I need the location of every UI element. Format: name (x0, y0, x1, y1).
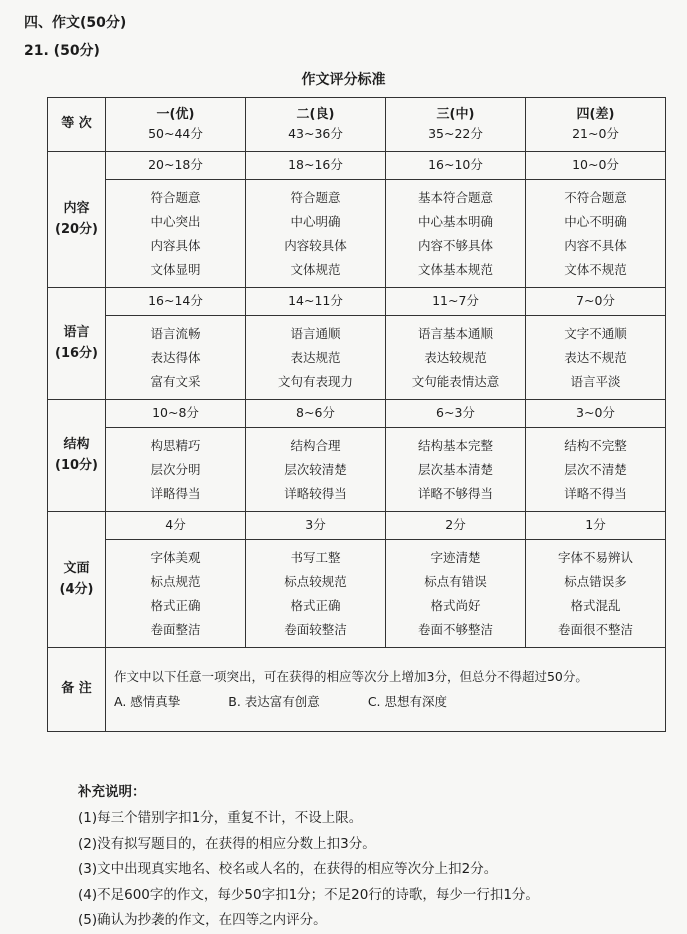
criterion: 内容不够具体 (417, 237, 493, 253)
criterion: 中心明确 (290, 213, 341, 229)
score-cell: 6~3分 (386, 400, 526, 428)
criteria-row (48, 180, 666, 288)
criterion: 标点有错误 (424, 573, 487, 589)
table-title: 作文评分标准 (301, 72, 386, 88)
level-range: 35~22分 (428, 125, 483, 141)
criterion: 层次不清楚 (564, 461, 627, 477)
criterion: 字体不易辨认 (557, 549, 633, 565)
criteria-cell (246, 180, 386, 288)
criteria-cell (526, 540, 666, 648)
category-label-cell (48, 288, 106, 400)
note-options (114, 691, 657, 713)
category-points: (10分) (55, 457, 98, 473)
criteria-cell (386, 540, 526, 648)
category-points: (4分) (59, 581, 94, 597)
criterion: 卷面不够整洁 (417, 621, 493, 637)
criteria-row (48, 316, 666, 400)
category-label: 文面 (63, 560, 90, 576)
criteria-row (48, 540, 666, 648)
score-cell: 20~18分 (106, 152, 246, 180)
criterion: 语言基本通顺 (417, 325, 493, 341)
section-title: 四、作文(50分) (24, 15, 127, 31)
score-row (48, 152, 666, 180)
criteria-cell (106, 316, 246, 400)
note-cell (106, 648, 666, 732)
criterion: 内容具体 (150, 237, 201, 253)
criteria-cell (106, 540, 246, 648)
criterion: 语言流畅 (150, 325, 201, 341)
criterion: 结构不完整 (564, 437, 627, 453)
criteria-cell (106, 428, 246, 512)
score-cell: 11~7分 (386, 288, 526, 316)
criterion: 文体不规范 (564, 261, 627, 277)
score-row (48, 400, 666, 428)
criterion: 格式正确 (290, 597, 341, 613)
note-option: A. 感情真挚 (114, 694, 181, 709)
score-cell: 3分 (246, 512, 386, 540)
supplement-item: (1)每三个错别字扣1分，重复不计，不设上限。 (78, 810, 363, 826)
category-label: 结构 (63, 436, 90, 452)
criterion: 格式尚好 (430, 597, 481, 613)
score-cell: 14~11分 (246, 288, 386, 316)
criterion: 标点较规范 (284, 573, 347, 589)
criterion: 富有文采 (150, 373, 201, 389)
criteria-cell (386, 428, 526, 512)
criteria-cell (246, 428, 386, 512)
score-cell: 1分 (526, 512, 666, 540)
note-option: B. 表达富有创意 (228, 694, 320, 709)
supplement-item: (2)没有拟写题目的，在获得的相应分数上扣3分。 (78, 835, 376, 852)
supplement-item: (5)确认为抄袭的作文，在四等之内评分。 (78, 912, 327, 928)
supplement-item: (3)文中出现真实地名、校名或人名的，在获得的相应等次分上扣2分。 (78, 861, 498, 877)
rank-label: 等 次 (48, 98, 106, 152)
category-label-cell (48, 400, 106, 512)
criteria-cell (246, 316, 386, 400)
criterion: 详略不够得当 (417, 485, 493, 501)
score-cell: 16~14分 (106, 288, 246, 316)
criterion: 文字不通顺 (564, 325, 627, 341)
level-range: 43~36分 (288, 125, 343, 141)
criterion: 详略得当 (150, 485, 201, 501)
criterion: 语言平淡 (570, 373, 621, 389)
criteria-row (48, 428, 666, 512)
score-cell: 2分 (386, 512, 526, 540)
note-label: 备 注 (48, 648, 106, 732)
level-name: 四(差) (576, 106, 615, 122)
rank-header-row (48, 98, 666, 152)
criterion: 符合题意 (290, 189, 341, 205)
score-cell: 10~0分 (526, 152, 666, 180)
level-name: 一(优) (156, 106, 195, 122)
criterion: 文句有表现力 (277, 373, 353, 389)
criterion: 详略不得当 (564, 485, 627, 501)
score-cell: 4分 (106, 512, 246, 540)
level-header (246, 98, 386, 152)
criterion: 格式正确 (150, 597, 201, 613)
criterion: 层次分明 (150, 461, 201, 477)
level-name: 三(中) (436, 106, 475, 122)
criterion: 表达得体 (150, 349, 201, 365)
criterion: 详略较得当 (284, 485, 347, 501)
criterion: 标点错误多 (564, 573, 627, 589)
score-cell: 8~6分 (246, 400, 386, 428)
criteria-cell (526, 180, 666, 288)
question-title: 21. (50分) (24, 43, 100, 59)
criteria-cell (106, 180, 246, 288)
criterion: 文句能表情达意 (411, 373, 500, 389)
category-label: 语言 (63, 324, 90, 340)
criterion: 不符合题意 (564, 189, 627, 205)
criteria-cell (526, 428, 666, 512)
criterion: 卷面很不整洁 (557, 621, 633, 637)
criterion: 标点规范 (150, 573, 201, 589)
criterion: 字迹清楚 (430, 549, 481, 565)
score-row (48, 288, 666, 316)
criterion: 文体基本规范 (417, 261, 493, 277)
criterion: 层次基本清楚 (417, 461, 493, 477)
criterion: 构思精巧 (150, 437, 201, 453)
note-option: C. 思想有深度 (367, 694, 447, 709)
score-row (48, 512, 666, 540)
criteria-cell (386, 180, 526, 288)
criteria-cell (526, 316, 666, 400)
criterion: 卷面较整洁 (284, 621, 347, 637)
criteria-cell (246, 540, 386, 648)
criterion: 表达较规范 (424, 349, 487, 365)
supplement-item: (4)不足600字的作文，每少50字扣1分；不足20行的诗歌，每少一行扣1分。 (78, 886, 539, 903)
score-cell: 18~16分 (246, 152, 386, 180)
criterion: 卷面整洁 (150, 621, 201, 637)
criterion: 格式混乱 (570, 597, 621, 613)
criterion: 中心不明确 (564, 213, 627, 229)
note-text: 作文中以下任意一项突出，可在获得的相应等次分上增加3分，但总分不得超过50分。 (114, 669, 588, 684)
category-label-cell (48, 152, 106, 288)
supplement-title: 补充说明： (78, 784, 146, 800)
level-header (526, 98, 666, 152)
scoring-rubric-table (47, 97, 666, 732)
criterion: 层次较清楚 (284, 461, 347, 477)
criterion: 中心基本明确 (417, 213, 493, 229)
criteria-cell (386, 316, 526, 400)
criterion: 基本符合题意 (417, 189, 493, 205)
criterion: 表达不规范 (564, 349, 627, 365)
level-header (106, 98, 246, 152)
criterion: 内容较具体 (284, 237, 347, 253)
criterion: 文体规范 (290, 261, 341, 277)
criterion: 符合题意 (150, 189, 201, 205)
category-label: 内容 (63, 200, 90, 216)
score-cell: 7~0分 (526, 288, 666, 316)
level-name: 二(良) (296, 106, 335, 122)
criterion: 结构基本完整 (417, 437, 493, 453)
level-range: 50~44分 (148, 125, 203, 141)
criterion: 文体显明 (150, 261, 201, 277)
level-range: 21~0分 (572, 125, 619, 141)
category-points: (16分) (55, 345, 98, 361)
criterion: 字体美观 (150, 549, 201, 565)
score-cell: 3~0分 (526, 400, 666, 428)
category-points: (20分) (55, 221, 98, 237)
score-cell: 16~10分 (386, 152, 526, 180)
criterion: 结构合理 (290, 437, 341, 453)
criterion: 语言通顺 (290, 325, 341, 341)
criterion: 内容不具体 (564, 237, 627, 253)
criterion: 表达规范 (290, 349, 341, 365)
criterion: 书写工整 (290, 549, 341, 565)
supplement-section (78, 780, 539, 934)
criterion: 中心突出 (150, 213, 201, 229)
level-header (386, 98, 526, 152)
note-row (48, 648, 666, 732)
category-label-cell (48, 512, 106, 648)
score-cell: 10~8分 (106, 400, 246, 428)
